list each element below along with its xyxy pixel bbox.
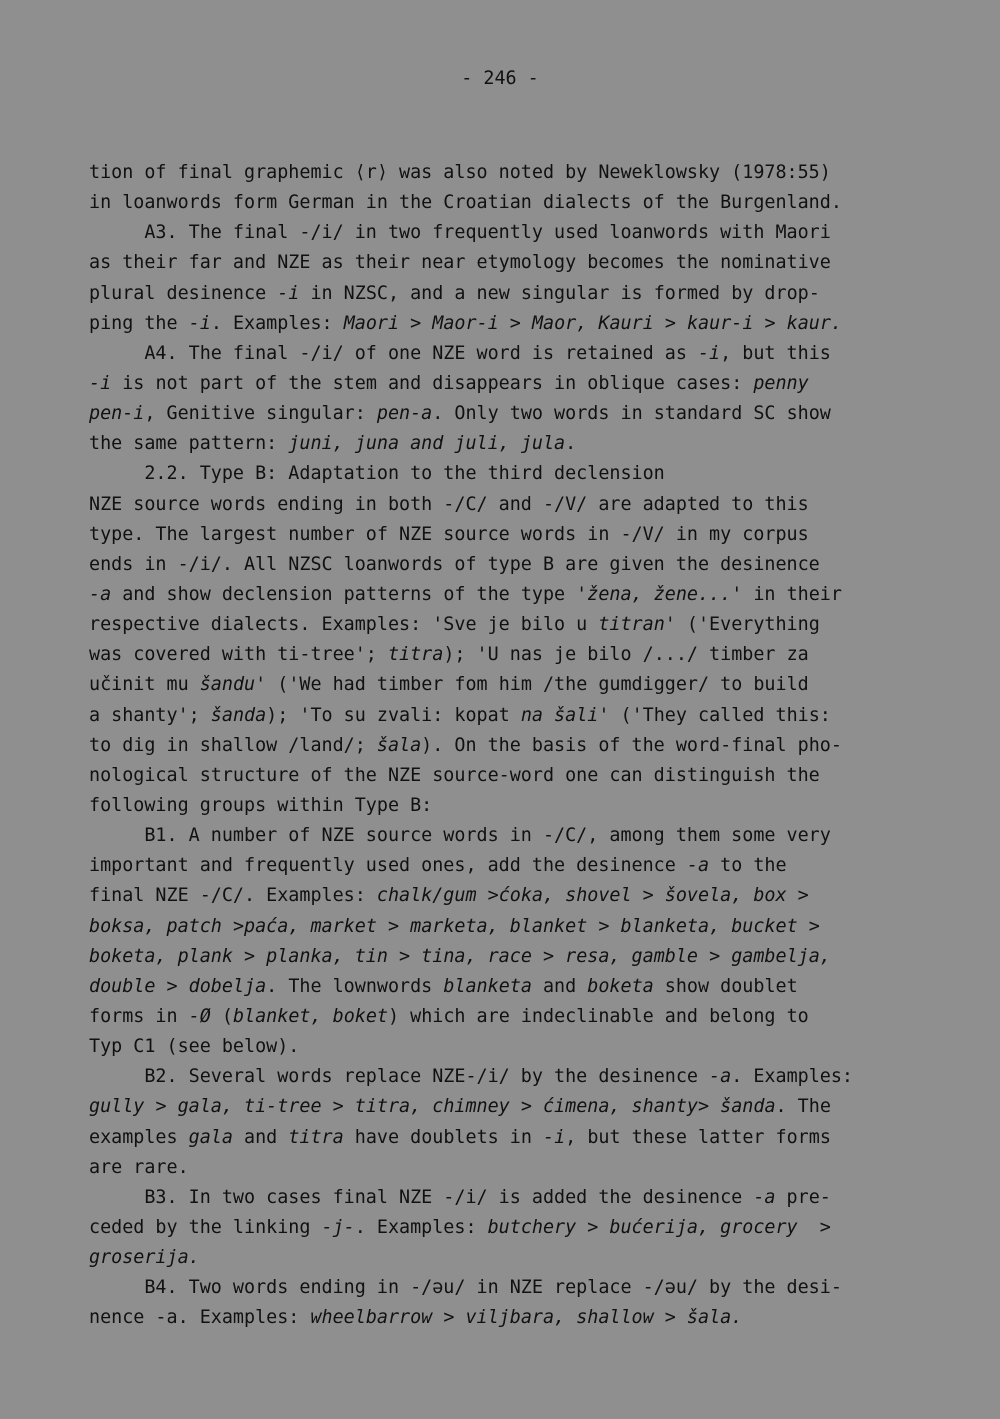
italic-text: gambelja, — [731, 945, 831, 967]
text-run: ) which are indeclinable and belong to — [387, 1005, 809, 1027]
text-line — [89, 851, 939, 881]
text-run: respective dialects. Examples: 'Sve je bilo u — [89, 614, 599, 636]
italic-text: -i — [277, 282, 300, 304]
text-run: > — [653, 312, 687, 334]
italic-text: -a — [89, 583, 112, 605]
text-run: ); 'U nas je bilo /.../ timber za — [443, 644, 809, 666]
italic-text: šanda — [720, 1096, 776, 1118]
text-line — [89, 248, 939, 278]
text-line — [89, 1032, 939, 1062]
italic-text: Maori — [343, 312, 400, 334]
italic-text: kaur-i — [686, 312, 754, 334]
text-line — [89, 459, 939, 489]
text-run: > — [576, 1216, 610, 1238]
italic-text: Maor, — [531, 312, 588, 334]
italic-text: double — [89, 975, 156, 997]
italic-text: -a — [753, 1186, 776, 1208]
text-run: ceded by the linking — [89, 1216, 322, 1238]
text-line — [89, 701, 939, 731]
text-run: > — [376, 915, 411, 937]
text-run: B4. Two words ending in -/əu/ in NZE replace -/əu/ by the desi- — [89, 1277, 842, 1299]
text-run: pre- — [775, 1186, 831, 1208]
italic-text: groserija. — [89, 1247, 200, 1269]
text-run: have doublets in — [343, 1126, 544, 1148]
text-run: . Only two words in standard SC show — [432, 403, 831, 425]
text-run: and — [531, 975, 588, 997]
page-number: - 246 - — [461, 68, 539, 89]
text-line — [89, 1183, 939, 1213]
italic-text: boketa — [587, 975, 654, 997]
text-run: ). On the basis of the word-final pho- — [421, 734, 842, 756]
text-run: . Examples: — [731, 1066, 853, 1088]
text-run: > — [786, 885, 809, 907]
text-run: > — [144, 1096, 178, 1118]
text-run: , but this — [720, 342, 831, 364]
italic-text: gully — [89, 1096, 145, 1118]
text-line — [89, 791, 939, 821]
italic-text: butchery — [487, 1216, 577, 1238]
text-run: > — [531, 945, 566, 967]
text-run: > — [432, 1307, 466, 1329]
italic-text: pen-a — [376, 403, 433, 425]
italic-text: šandu — [199, 674, 256, 696]
text-line — [89, 640, 939, 670]
italic-text: dobelja — [188, 975, 267, 997]
italic-text: -i — [188, 312, 211, 334]
text-line — [89, 339, 939, 369]
text-line — [89, 1243, 939, 1273]
text-run: , but these latter forms — [565, 1126, 831, 1148]
text-run: > — [797, 1216, 831, 1238]
italic-text: gala — [188, 1126, 233, 1148]
text-run: to dig in shallow /land/; — [89, 734, 377, 756]
italic-text: Maor-i — [432, 312, 499, 334]
text-run: > — [698, 1096, 721, 1118]
italic-text: titran — [598, 614, 665, 636]
italic-text: boksa, patch — [89, 915, 222, 937]
text-run: forms in — [89, 1005, 189, 1027]
text-run: > — [155, 975, 189, 997]
text-run: > — [698, 945, 732, 967]
italic-text: -a — [709, 1066, 732, 1088]
italic-text: titra, chimney — [354, 1096, 510, 1118]
italic-text: ćimena, shanty — [542, 1096, 698, 1118]
italic-text: bućerija, grocery — [609, 1216, 798, 1238]
italic-text: boketa, plank — [89, 945, 233, 967]
text-line — [89, 1092, 939, 1122]
text-line — [89, 942, 939, 972]
text-run: nological structure of the NZE source-word one can distinguish the — [89, 764, 820, 786]
italic-text: ćoka, shovel — [498, 885, 632, 907]
text-line — [89, 490, 939, 520]
text-run: ' ('They called this: — [598, 704, 831, 726]
text-run: ' in their — [731, 583, 842, 605]
text-run: > — [321, 1096, 355, 1118]
italic-text: gala, ti-tree — [177, 1096, 322, 1118]
text-run: tion of final graphemic ⟨r⟩ was also noted by Neweklowsky (1978:55) — [89, 162, 831, 183]
text-run: > — [797, 915, 820, 937]
text-run: ' ('Everything — [664, 614, 820, 636]
text-run: the same pattern: — [89, 433, 289, 455]
text-run: to the — [709, 855, 787, 877]
italic-text: resa, gamble — [565, 945, 698, 967]
text-run: , Genitive singular: — [144, 403, 377, 425]
text-run: > — [653, 1307, 687, 1329]
italic-text: -Ø — [188, 1005, 211, 1027]
text-run: > — [221, 915, 245, 937]
text-run: are rare. — [89, 1156, 189, 1178]
body-text — [89, 158, 939, 1333]
text-line — [89, 610, 939, 640]
text-line — [89, 550, 939, 580]
text-line — [89, 1153, 939, 1183]
text-line — [89, 580, 939, 610]
text-line — [89, 520, 939, 550]
text-line — [89, 761, 939, 791]
italic-text: kaur. — [786, 312, 843, 334]
italic-text: titra — [288, 1126, 344, 1148]
text-run: > — [509, 1096, 543, 1118]
italic-text: planka, tin — [266, 945, 388, 967]
text-line — [89, 218, 939, 248]
text-run: in loanwords form German in the Croatian dialects of the Burgenland. — [89, 192, 842, 214]
text-run: > — [631, 885, 665, 907]
text-run: a shanty'; — [89, 704, 211, 726]
italic-text: pen-i — [89, 403, 145, 425]
italic-text: -i — [697, 342, 721, 364]
text-line — [89, 670, 939, 700]
text-run: . The — [775, 1096, 831, 1118]
text-run: > — [753, 312, 787, 334]
text-line — [89, 1273, 939, 1303]
text-line — [89, 1002, 939, 1032]
italic-text: šovela, box — [664, 885, 787, 907]
italic-text: Kauri — [598, 312, 654, 334]
text-run: following groups within Type B: — [89, 794, 433, 816]
text-run: > — [587, 915, 621, 937]
italic-text: -i — [543, 1126, 566, 1148]
italic-text: na šali — [520, 704, 599, 726]
text-line — [89, 912, 939, 942]
text-run: NZE source words ending in both -/C/ and -/V/ are adapted to this — [89, 493, 809, 515]
text-run: important and frequently used ones, add the desinence — [89, 855, 687, 877]
text-run: as their far and NZE as their near etymology becomes the nominative — [89, 252, 831, 274]
text-run: in NZSC, and a new singular is formed by drop- — [299, 282, 820, 304]
text-run: ends in -/i/. All NZSC loanwords of type B are given the desinence — [89, 553, 820, 575]
text-run: A3. The final -/i/ in two frequently used loanwords with Maori — [89, 222, 831, 244]
text-run: . Examples: — [210, 312, 344, 334]
text-run: plural desinence — [89, 282, 278, 304]
italic-text: juni, juna and juli, jula — [288, 433, 566, 455]
text-line — [89, 399, 939, 429]
text-run: . Examples: — [354, 1216, 488, 1238]
text-run: is not part of the stem and disappears in oblique cases: — [111, 372, 754, 394]
text-run: . — [565, 433, 577, 455]
text-run: B2. Several words replace NZE-/i/ by the desinence — [89, 1066, 710, 1088]
text-run: was covered with ti-tree'; — [89, 644, 388, 666]
text-run: show doublet — [653, 975, 798, 997]
italic-text: titra — [387, 644, 444, 666]
text-run: Typ C1 (see below). — [89, 1036, 300, 1058]
text-run: 2.2. Type B: Adaptation to the third declension — [89, 463, 665, 485]
text-run: . The lownwords — [266, 975, 444, 997]
italic-text: viljbara, shallow — [465, 1307, 654, 1329]
text-run: final NZE -/C/. Examples: — [89, 885, 377, 907]
text-run: nence -a. Examples: — [89, 1307, 311, 1329]
italic-text: blanketa, bucket — [620, 915, 798, 937]
italic-text: šala. — [686, 1307, 743, 1329]
text-run: ' ('We had timber fom him /the gumdigger/ to build — [255, 674, 809, 696]
text-run — [587, 313, 598, 334]
text-run: > — [399, 312, 433, 334]
text-line — [89, 1123, 939, 1153]
italic-text: žena, žene... — [587, 583, 732, 605]
text-line — [89, 158, 939, 188]
text-run: ); 'To su zvali: kopat — [266, 704, 521, 726]
text-run: B1. A number of NZE source words in -/C/, among them some very — [89, 825, 831, 847]
text-line — [89, 972, 939, 1002]
text-line — [89, 309, 939, 339]
text-line — [89, 1062, 939, 1092]
italic-text: -j- — [321, 1216, 355, 1238]
text-line — [89, 188, 939, 218]
italic-text: -i — [89, 372, 112, 394]
italic-text: chalk/gum — [376, 885, 477, 907]
text-run: type. The largest number of NZE source words in -/V/ in my corpus — [89, 523, 809, 545]
text-line — [89, 369, 939, 399]
italic-text: blanketa — [443, 975, 532, 997]
text-run: and show declension patterns of the type ' — [111, 583, 588, 605]
italic-text: blanket, boket — [232, 1005, 388, 1027]
italic-text: wheelbarrow — [310, 1307, 433, 1329]
text-line — [89, 731, 939, 761]
text-run: > — [498, 312, 532, 334]
text-run: > — [476, 885, 499, 907]
text-line — [89, 821, 939, 851]
text-run: examples — [89, 1126, 189, 1148]
text-run: učinit mu — [89, 674, 200, 696]
text-run: A4. The final -/i/ of one NZE word is retained as — [89, 342, 698, 364]
italic-text: tina, race — [421, 945, 532, 967]
italic-text: marketa, blanket — [410, 915, 588, 937]
italic-text: paća, market — [244, 915, 377, 937]
italic-text: šala — [376, 734, 422, 756]
text-line — [89, 1303, 939, 1333]
text-line — [89, 1213, 939, 1243]
text-line — [89, 429, 939, 459]
text-run: ping the — [89, 312, 189, 334]
text-run: ( — [210, 1005, 233, 1027]
text-run: and — [232, 1126, 289, 1148]
text-run: B3. In two cases final NZE -/i/ is added the desinence — [89, 1186, 754, 1208]
text-run: > — [232, 945, 267, 967]
text-line — [89, 279, 939, 309]
text-line — [89, 881, 939, 911]
italic-text: -a — [686, 855, 710, 877]
italic-text: šanda — [210, 704, 267, 726]
italic-text: penny — [753, 372, 809, 394]
text-run: > — [387, 945, 422, 967]
